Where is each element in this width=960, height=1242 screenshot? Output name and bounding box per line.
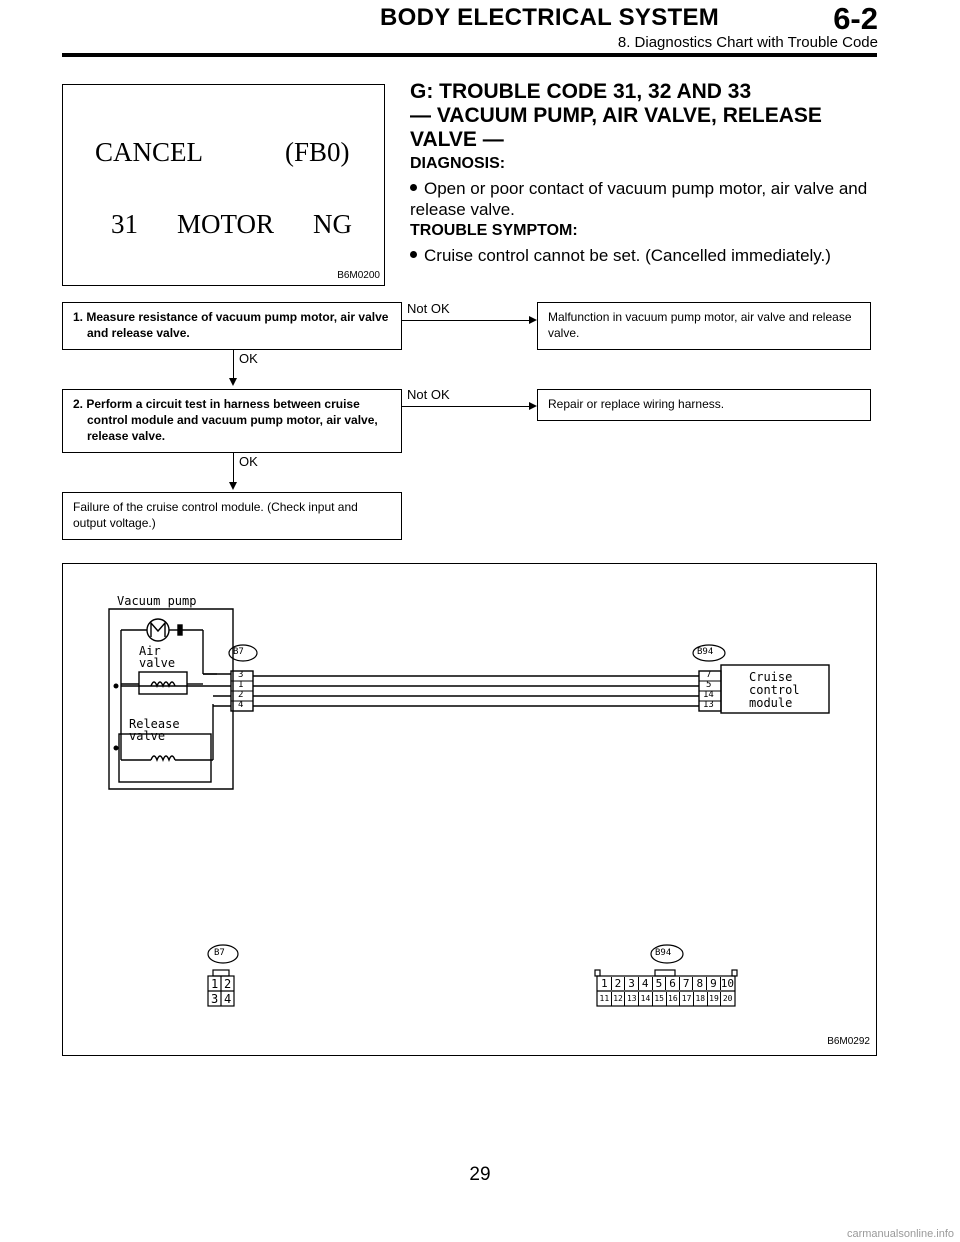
flow-step-1-notok-label: Not OK (407, 301, 450, 316)
b94-face-label: B94 (655, 948, 672, 958)
wiring-diagram (62, 563, 877, 1056)
b7-face-pin: 2 (224, 977, 232, 991)
flow-step-2-ok-label: OK (239, 454, 258, 469)
flow-step-1-text: 1. Measure resistance of vacuum pump motor, air valve and release valve. (73, 310, 389, 340)
b94-face-pin: 8 (693, 977, 707, 990)
junction-dot (114, 746, 119, 751)
diagram-figure-id: B6M0292 (827, 1036, 870, 1047)
air-valve-box (139, 672, 187, 694)
b94-face-pin: 9 (707, 977, 721, 990)
module-label: module (749, 696, 793, 710)
b7-pin: 4 (238, 700, 244, 710)
display-figure (62, 84, 385, 286)
b7-face-pin: 3 (211, 992, 219, 1006)
b7-pin: 2 (238, 690, 244, 700)
b94-face-pin: 5 (653, 977, 667, 990)
vacuum-pump-label: Vacuum pump (117, 594, 197, 608)
display-motor-text: MOTOR (177, 209, 275, 239)
header-subtitle: 8. Diagnostics Chart with Trouble Code (617, 34, 878, 51)
b94-face-pin: 7 (680, 977, 694, 990)
b94-face-pin: 6 (666, 977, 680, 990)
flow-connector (233, 350, 234, 380)
heading-line-2: — VACUUM PUMP, AIR VALVE, RELEASE (410, 104, 822, 127)
module-label: control (749, 683, 800, 697)
display-cancel-text: CANCEL (95, 137, 203, 167)
air-valve-label: valve (139, 656, 176, 670)
junction-dot (114, 684, 119, 689)
b94-face-top-row (598, 977, 734, 990)
header-rule (62, 53, 877, 57)
b7-face-label: B7 (214, 948, 225, 958)
b94-label: B94 (697, 647, 714, 657)
display-figure-id: B6M0200 (337, 270, 380, 281)
release-valve-coil (151, 756, 175, 760)
b94-face-pin: 10 (720, 977, 735, 990)
symptom-text: Cruise control cannot be set. (Cancelled immediately.) (424, 246, 831, 265)
b94-face-pin: 13 (625, 992, 639, 1006)
arrow-right-icon (529, 316, 537, 324)
flow-step-2-notok-label: Not OK (407, 387, 450, 402)
flow-step-1-notok-text: Malfunction in vacuum pump motor, air valve and release valve. (548, 310, 852, 340)
display-code-text: 31 (111, 209, 138, 239)
b7-face-pin: 1 (211, 977, 219, 991)
module-label: Cruise (749, 670, 793, 684)
b94-face-pin: 19 (708, 992, 722, 1006)
flow-step-2-text: 2. Perform a circuit test in harness between cruise control module and vacuum pump motor, air valve, release valve. (73, 397, 378, 443)
release-valve-label: valve (129, 729, 166, 743)
b94-face-pin: 17 (680, 992, 694, 1006)
b94-face-pin: 15 (653, 992, 667, 1006)
flow-step-1-ok-label: OK (239, 351, 258, 366)
arrow-right-icon (529, 402, 537, 410)
b94-face-pin: 14 (639, 992, 653, 1006)
b7-pin: 1 (238, 680, 244, 690)
release-valve-label: Release (129, 717, 180, 731)
b94-face-pin: 16 (667, 992, 681, 1006)
diagnosis-text: Open or poor contact of vacuum pump motor, air valve and release valve. (410, 179, 868, 219)
display-ng-text: NG (313, 209, 352, 239)
b7-label: B7 (233, 647, 244, 657)
symptom-label: TROUBLE SYMPTOM: (410, 222, 578, 239)
bullet-icon (410, 251, 417, 258)
b94-face-pin: 1 (598, 977, 612, 990)
page-number: 29 (469, 1164, 491, 1185)
b94-face-pin: 11 (598, 992, 612, 1006)
vacuum-pump-outline (109, 609, 233, 789)
bullet-icon (410, 184, 417, 191)
heading-line-3: VALVE — (410, 128, 504, 151)
diagnosis-label: DIAGNOSIS: (410, 155, 506, 172)
flow-step-2-notok-result (537, 389, 871, 421)
b94-pin: 14 (703, 690, 714, 700)
b94-pin: 5 (706, 680, 712, 690)
b94-face-pin: 20 (722, 994, 733, 1003)
flow-connector (233, 453, 234, 483)
flow-final-text: Failure of the cruise control module. (Check input and output voltage.) (73, 500, 358, 530)
arrow-down-icon (229, 378, 237, 386)
b94-face-pin: 2 (612, 977, 626, 990)
section-number: 6-2 (833, 1, 878, 36)
flow-connector (402, 406, 529, 407)
b94-face-pin: 18 (694, 992, 708, 1006)
b94-pin: 13 (703, 700, 714, 710)
display-fb0-text: (FB0) (285, 137, 350, 167)
wiring-diagram-svg (63, 564, 876, 1055)
header-title: BODY ELECTRICAL SYSTEM (380, 4, 720, 31)
b7-face-pin: 4 (224, 992, 232, 1006)
b94-face-pin: 3 (625, 977, 639, 990)
arrow-down-icon (229, 482, 237, 490)
heading-line-1: G: TROUBLE CODE 31, 32 AND 33 (410, 80, 752, 103)
b94-face-pin: 4 (639, 977, 653, 990)
diagnosis-item (410, 178, 880, 220)
flow-step-1 (62, 302, 402, 350)
flow-connector (402, 320, 529, 321)
flow-step-2 (62, 389, 402, 453)
b94-face-pin: 12 (612, 992, 626, 1006)
footer-watermark: carmanualsonline.info (846, 1228, 954, 1240)
b94-face-bottom-row (598, 992, 734, 1006)
flow-step-1-notok-result (537, 302, 871, 350)
flow-final (62, 492, 402, 540)
flow-step-2-notok-text: Repair or replace wiring harness. (548, 397, 725, 411)
b94-pin: 7 (706, 670, 712, 680)
section-heading (410, 80, 880, 152)
air-valve-label: Air (139, 644, 161, 658)
symptom-item (410, 245, 880, 266)
b7-pin: 3 (238, 670, 244, 680)
